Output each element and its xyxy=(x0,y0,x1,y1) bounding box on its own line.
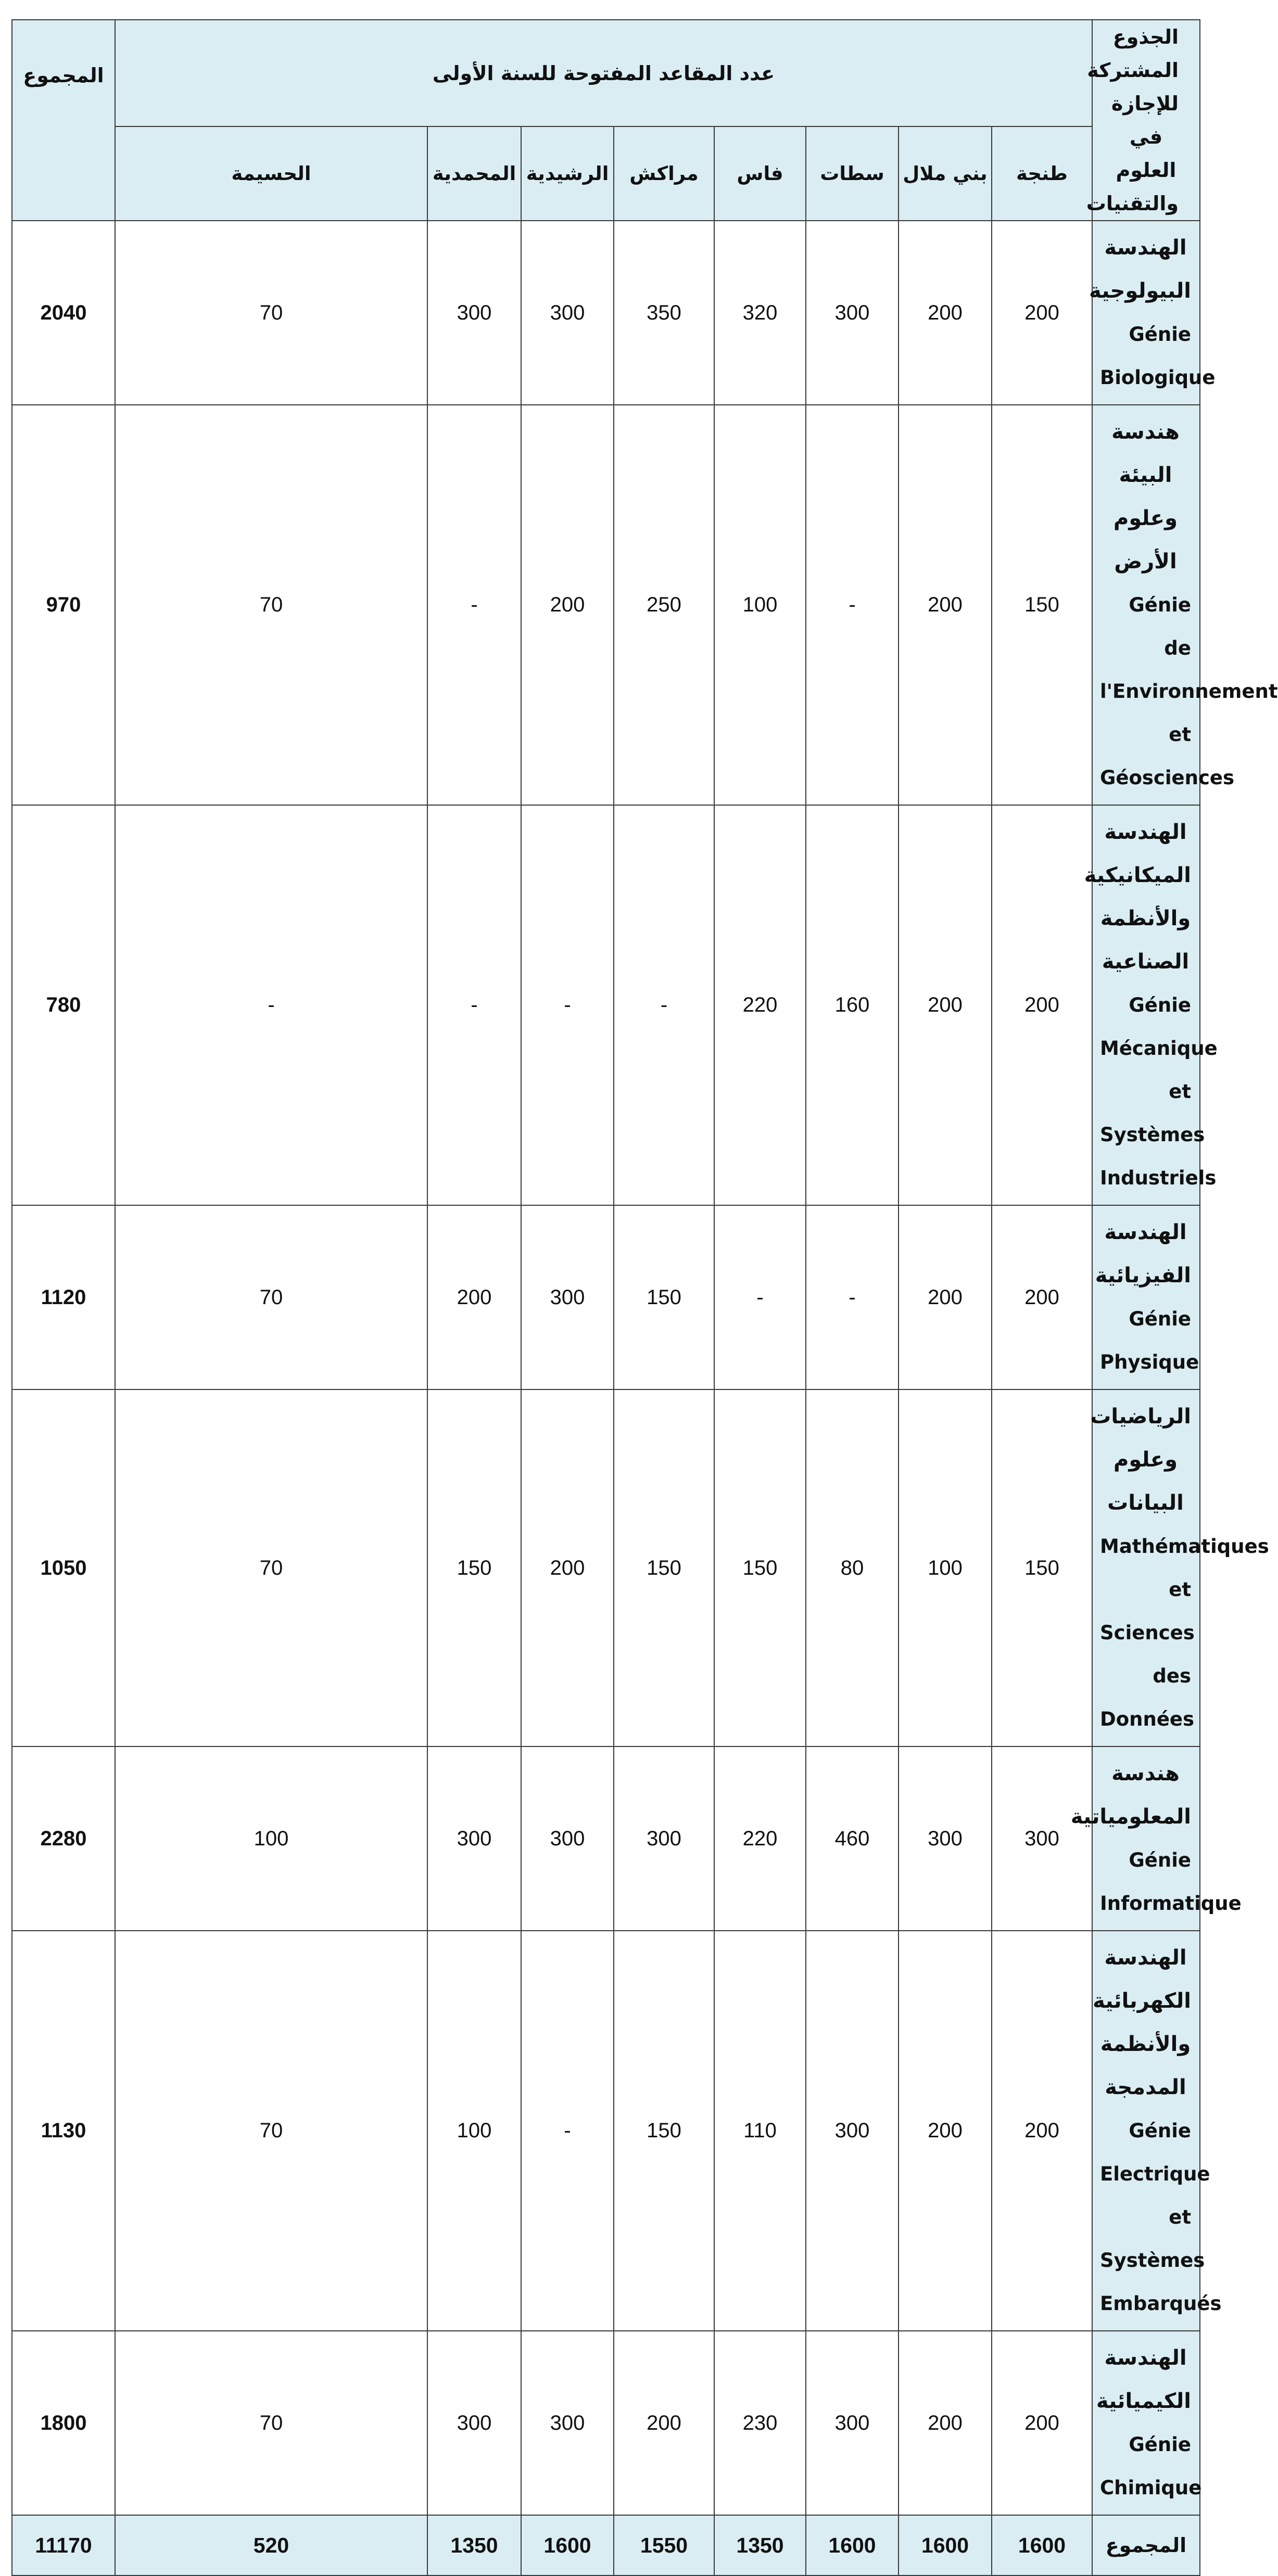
field-name-french: Systèmes Embarqués xyxy=(1100,2249,1222,2315)
seat-count-cell: - xyxy=(806,1205,899,1389)
seat-count-cell: 200 xyxy=(899,2331,992,2515)
field-name-french: Génie Mécanique et xyxy=(1100,994,1218,1103)
grand-total-cell: 11170 xyxy=(12,2515,115,2575)
field-name-cell xyxy=(1092,2331,1200,2515)
row-total-cell: 2040 xyxy=(12,221,115,405)
field-name-french: Génie Electrique et xyxy=(1100,2120,1210,2228)
field-name-french: Génie Informatique xyxy=(1100,1849,1242,1915)
seat-count-cell: 160 xyxy=(806,805,899,1205)
seat-count-cell: 110 xyxy=(714,1931,806,2331)
totals-label: المجموع xyxy=(1092,2515,1200,2575)
total-column-header: المجموع xyxy=(12,20,115,221)
seat-count-cell: 70 xyxy=(115,1389,427,1746)
table-row xyxy=(12,221,1200,405)
city-header: فاس xyxy=(714,126,806,221)
seat-count-cell: 70 xyxy=(115,2331,427,2515)
seat-count-cell: 460 xyxy=(806,1746,899,1931)
seat-count-cell: 200 xyxy=(899,405,992,805)
seat-count-cell: 320 xyxy=(714,221,806,405)
city-total-cell: 1600 xyxy=(992,2515,1092,2575)
seat-count-cell: 200 xyxy=(614,2331,714,2515)
seat-count-cell: 200 xyxy=(992,1205,1092,1389)
seat-count-cell: - xyxy=(427,405,521,805)
seat-count-cell: 300 xyxy=(614,1746,714,1931)
seat-count-cell: - xyxy=(521,1931,614,2331)
city-total-cell: 520 xyxy=(115,2515,427,2575)
table-row xyxy=(12,1931,1200,2331)
city-header: مراكش xyxy=(614,126,714,221)
field-name-cell xyxy=(1090,1389,1269,1746)
row-total-cell: 1130 xyxy=(12,1931,115,2331)
seat-count-cell: 300 xyxy=(427,2331,521,2515)
seat-count-cell: 200 xyxy=(521,1389,614,1746)
field-column-header-text: الجذوع المشتركة للإجازة في العلوم والتقنيات xyxy=(1086,25,1179,215)
field-name-arabic: الهندسة الكيميائية xyxy=(1096,2346,1191,2413)
seat-count-cell: 200 xyxy=(899,1931,992,2331)
field-name-arabic: الهندسة الفيزيائية xyxy=(1095,1220,1191,1287)
seat-count-cell: - xyxy=(115,805,427,1205)
seat-count-cell: 100 xyxy=(899,1389,992,1746)
seat-count-cell: 300 xyxy=(427,1746,521,1931)
seat-count-cell: - xyxy=(714,1205,806,1389)
field-name-french: Génie Physique xyxy=(1100,1308,1199,1373)
seat-count-cell: 200 xyxy=(992,1931,1092,2331)
seat-count-cell: 300 xyxy=(806,221,899,405)
seats-group-header: عدد المقاعد المفتوحة للسنة الأولى xyxy=(115,20,1092,126)
city-total-cell: 1350 xyxy=(714,2515,806,2575)
field-name-arabic: هندسة البيئة وعلوم الأرض xyxy=(1111,420,1180,573)
city-total-cell: 1600 xyxy=(899,2515,992,2575)
seat-count-cell: 300 xyxy=(992,1746,1092,1931)
seat-count-cell: 70 xyxy=(115,405,427,805)
field-name-arabic: الهندسة الكهربائية والأنظمة xyxy=(1093,1946,1191,2056)
field-name-french: Sciences des Données xyxy=(1100,1622,1195,1730)
field-name-french: Génie de l'Environnement xyxy=(1100,594,1278,703)
field-name-cell xyxy=(1070,1746,1242,1931)
seat-count-cell: 200 xyxy=(992,805,1092,1205)
seat-count-cell: 200 xyxy=(427,1205,521,1389)
city-header: المحمدية xyxy=(427,126,521,221)
seat-count-cell: 200 xyxy=(899,805,992,1205)
field-name-french: Mathématiques et xyxy=(1100,1535,1269,1601)
seat-count-cell: 100 xyxy=(427,1931,521,2331)
seat-count-cell: 300 xyxy=(899,1746,992,1931)
seat-count-cell: 230 xyxy=(714,2331,806,2515)
seat-count-cell: 300 xyxy=(521,1205,614,1389)
seat-count-cell: 300 xyxy=(806,2331,899,2515)
seat-count-cell: 100 xyxy=(714,405,806,805)
field-name-arabic: الرياضيات وعلوم البيانات xyxy=(1090,1405,1191,1515)
seat-count-cell: 300 xyxy=(521,2331,614,2515)
table-row xyxy=(12,805,1200,1205)
row-total-cell: 1800 xyxy=(12,2331,115,2515)
seat-count-cell: 150 xyxy=(714,1389,806,1746)
city-header: بني ملال xyxy=(899,126,992,221)
seat-count-cell: 70 xyxy=(115,1205,427,1389)
city-total-cell: 1600 xyxy=(521,2515,614,2575)
field-column-header xyxy=(1086,20,1200,221)
table-body xyxy=(12,221,1278,2515)
seat-count-cell: 200 xyxy=(899,221,992,405)
seat-count-cell: 300 xyxy=(521,221,614,405)
seat-count-cell: 220 xyxy=(714,805,806,1205)
field-name-french: Génie Biologique xyxy=(1100,323,1216,389)
seat-count-cell: 300 xyxy=(521,1746,614,1931)
field-name-arabic: هندسة المعلومياتية xyxy=(1070,1762,1191,1829)
seat-count-cell: 100 xyxy=(115,1746,427,1931)
table-row xyxy=(12,405,1200,805)
field-name-arabic: الهندسة الميكانيكية والأنظمة xyxy=(1084,820,1191,930)
city-header: الرشيدية xyxy=(521,126,614,221)
row-total-cell: 780 xyxy=(12,805,115,1205)
field-name-cell xyxy=(1092,405,1278,805)
seat-count-cell: 200 xyxy=(992,221,1092,405)
seat-count-cell: 70 xyxy=(115,221,427,405)
field-name-cell xyxy=(1089,221,1216,405)
field-name-french: Génie Chimique xyxy=(1100,2433,1202,2499)
field-name-cell xyxy=(1092,1205,1200,1389)
row-total-cell: 1120 xyxy=(12,1205,115,1389)
table-row xyxy=(12,1205,1200,1389)
seat-count-cell: 70 xyxy=(115,1931,427,2331)
seat-count-cell: 150 xyxy=(614,1389,714,1746)
seat-count-cell: - xyxy=(806,405,899,805)
seat-count-cell: 300 xyxy=(806,1931,899,2331)
table-row xyxy=(12,1389,1200,1746)
row-total-cell: 2280 xyxy=(12,1746,115,1931)
seat-count-cell: 150 xyxy=(992,1389,1092,1746)
field-name-cell xyxy=(1092,1931,1222,2331)
seat-count-cell: 300 xyxy=(427,221,521,405)
field-name-arabic: الهندسة البيولوجية xyxy=(1089,236,1191,303)
row-total-cell: 970 xyxy=(12,405,115,805)
seat-count-cell: 80 xyxy=(806,1389,899,1746)
table-row xyxy=(12,2331,1200,2515)
seat-count-cell: - xyxy=(614,805,714,1205)
seat-count-cell: 220 xyxy=(714,1746,806,1931)
field-name-arabic: المدمجة xyxy=(1105,2075,1186,2099)
totals-row xyxy=(12,2515,1200,2575)
seats-table xyxy=(11,19,1278,2576)
seat-count-cell: 350 xyxy=(614,221,714,405)
city-total-cell: 1600 xyxy=(806,2515,899,2575)
seat-count-cell: 150 xyxy=(992,405,1092,805)
table-row xyxy=(12,1746,1200,1931)
seat-count-cell: 150 xyxy=(614,1205,714,1389)
cities-header-row xyxy=(12,126,1200,221)
seat-count-cell: 150 xyxy=(614,1931,714,2331)
seat-count-cell: 200 xyxy=(992,2331,1092,2515)
seat-count-cell: - xyxy=(521,805,614,1205)
seat-count-cell: 200 xyxy=(521,405,614,805)
seat-count-cell: 150 xyxy=(427,1389,521,1746)
city-total-cell: 1350 xyxy=(427,2515,521,2575)
seat-count-cell: 200 xyxy=(899,1205,992,1389)
seat-count-cell: - xyxy=(427,805,521,1205)
city-header: الحسيمة xyxy=(115,126,427,221)
field-name-arabic: الصناعية xyxy=(1102,950,1190,974)
row-total-cell: 1050 xyxy=(12,1389,115,1746)
field-name-cell xyxy=(1084,805,1218,1205)
city-header: سطات xyxy=(806,126,899,221)
field-name-french: Systèmes Industriels xyxy=(1100,1124,1217,1189)
city-header: طنجة xyxy=(992,126,1092,221)
seat-count-cell: 250 xyxy=(614,405,714,805)
city-total-cell: 1550 xyxy=(614,2515,714,2575)
field-name-french: et Géosciences xyxy=(1100,723,1235,789)
